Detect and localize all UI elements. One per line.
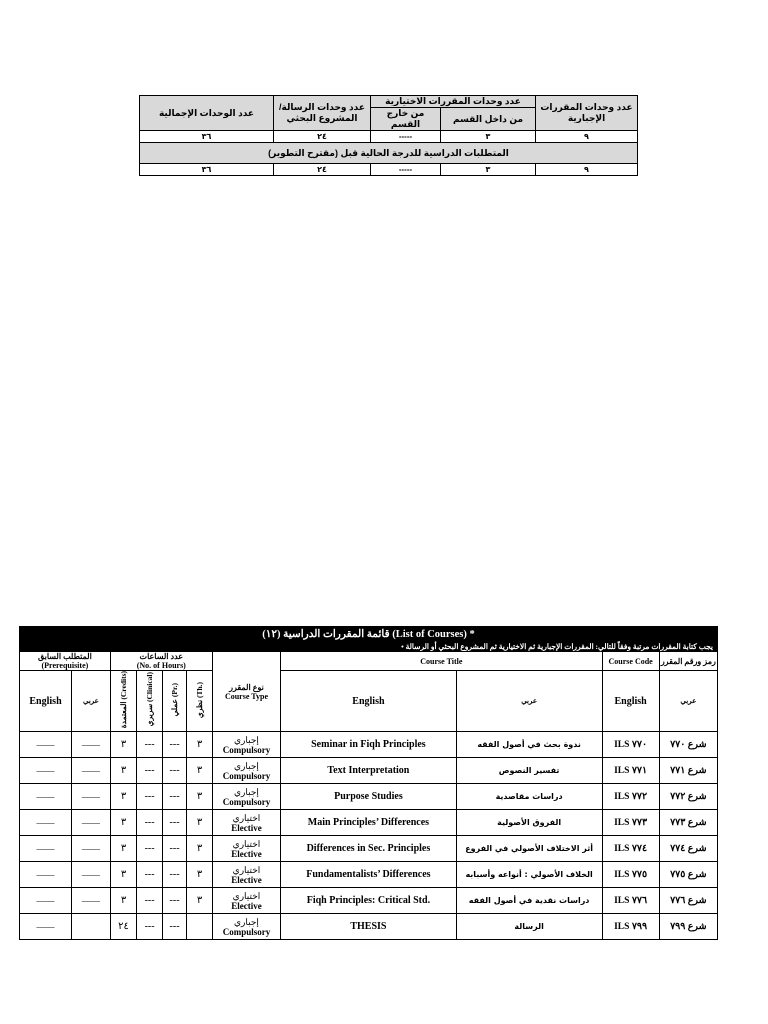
course-title-arabic: أثر الاختلاف الأصولي في الفروع bbox=[456, 836, 602, 862]
prior-outside-dept-value: ----- bbox=[371, 164, 441, 176]
course-code-arabic: شرع ٧٧١ bbox=[659, 758, 717, 784]
credits: ٣ bbox=[110, 758, 137, 784]
course-type-en: Elective bbox=[231, 874, 262, 885]
prereq-english: —— bbox=[20, 836, 72, 862]
header-code-english: English bbox=[602, 671, 659, 732]
course-title-english: THESIS bbox=[281, 914, 457, 940]
prereq-english: —— bbox=[20, 862, 72, 888]
course-title-english: Differences in Sec. Principles bbox=[281, 836, 457, 862]
units-summary-table bbox=[139, 95, 638, 176]
course-type-en: Compulsory bbox=[222, 796, 271, 807]
prior-compulsory-units-value: ٩ bbox=[536, 164, 638, 176]
header-hours-en: (No. of Hours) bbox=[136, 661, 186, 670]
course-code-arabic: شرع ٧٧٥ bbox=[659, 862, 717, 888]
clinical-hours: --- bbox=[137, 784, 163, 810]
course-title-english: Fundamentalists’ Differences bbox=[281, 862, 457, 888]
outside-dept-value: ----- bbox=[371, 131, 441, 143]
course-title-arabic: الرسالة bbox=[456, 914, 602, 940]
course-type-ar: اختياري bbox=[232, 864, 261, 875]
course-code-arabic: شرع ٧٩٩ bbox=[659, 914, 717, 940]
prereq-arabic: —— bbox=[72, 810, 111, 836]
course-code-arabic: شرع ٧٧٦ bbox=[659, 888, 717, 914]
prereq-arabic: —— bbox=[72, 732, 111, 758]
prereq-arabic: —— bbox=[72, 758, 111, 784]
course-type-en: Elective bbox=[231, 848, 262, 859]
header-course-type bbox=[212, 652, 280, 732]
prereq-arabic: —— bbox=[72, 888, 111, 914]
prereq-arabic: —— bbox=[72, 836, 111, 862]
header-title-english: English bbox=[281, 671, 457, 732]
clinical-hours: --- bbox=[137, 758, 163, 784]
clinical-hours: --- bbox=[137, 810, 163, 836]
course-type bbox=[212, 758, 280, 784]
theory-hours: ٣ bbox=[187, 758, 213, 784]
course-code-english: ILS ٧٩٩ bbox=[602, 914, 659, 940]
theory-hours: ٣ bbox=[187, 862, 213, 888]
course-type bbox=[212, 862, 280, 888]
theory-hours: ٣ bbox=[187, 888, 213, 914]
clinical-hours: --- bbox=[137, 914, 163, 940]
course-type-en: Elective bbox=[231, 822, 262, 833]
prereq-arabic: —— bbox=[72, 862, 111, 888]
clinical-hours: --- bbox=[137, 888, 163, 914]
course-code-english: ILS ٧٧٦ bbox=[602, 888, 659, 914]
header-thesis-units: عدد وحدات الرسالة/المشروع البحثي bbox=[274, 96, 371, 131]
course-title-arabic: ندوة بحث في أصول الفقه bbox=[456, 732, 602, 758]
header-practical: عملي (Pr.) bbox=[162, 671, 186, 732]
prereq-english: —— bbox=[20, 784, 72, 810]
course-title-arabic: دراسات مقاصدية bbox=[456, 784, 602, 810]
credits: ٣ bbox=[110, 836, 137, 862]
theory-hours: ٣ bbox=[187, 836, 213, 862]
course-code-english: ILS ٧٧٥ bbox=[602, 862, 659, 888]
course-title-english: Fiqh Principles: Critical Std. bbox=[281, 888, 457, 914]
course-type-en: Compulsory bbox=[222, 770, 271, 781]
course-row bbox=[20, 810, 718, 836]
prereq-english: —— bbox=[20, 888, 72, 914]
course-type-en: Compulsory bbox=[222, 744, 271, 755]
course-code-arabic: شرع ٧٧٤ bbox=[659, 836, 717, 862]
clinical-hours: --- bbox=[137, 836, 163, 862]
practical-hours: --- bbox=[162, 784, 186, 810]
course-type bbox=[212, 836, 280, 862]
header-compulsory-units: عدد وحدات المقررات الإجبارية bbox=[536, 96, 638, 131]
credits: ٣ bbox=[110, 732, 137, 758]
course-title-english: Main Principles’ Differences bbox=[281, 810, 457, 836]
inside-dept-value: ٣ bbox=[441, 131, 536, 143]
header-hours-ar: عدد الساعات bbox=[139, 652, 184, 661]
practical-hours: --- bbox=[162, 758, 186, 784]
course-type bbox=[212, 810, 280, 836]
course-code-english: ILS ٧٧٤ bbox=[602, 836, 659, 862]
course-code-english: ILS ٧٧٣ bbox=[602, 810, 659, 836]
header-inside-dept: من داخل القسم bbox=[441, 108, 536, 131]
course-code-english: ILS ٧٧٠ bbox=[602, 732, 659, 758]
header-prereq-arabic: عربي bbox=[72, 671, 111, 732]
course-type bbox=[212, 784, 280, 810]
header-outside-dept: من خارج القسم bbox=[371, 108, 441, 131]
header-course-type-ar: نوع المقرر bbox=[229, 682, 264, 692]
list-of-courses-table bbox=[19, 626, 718, 940]
course-code-arabic: شرع ٧٧٠ bbox=[659, 732, 717, 758]
course-title-english: Text Interpretation bbox=[281, 758, 457, 784]
course-row bbox=[20, 862, 718, 888]
prereq-english: —— bbox=[20, 758, 72, 784]
practical-hours: --- bbox=[162, 836, 186, 862]
course-title-arabic: تفسير النصوص bbox=[456, 758, 602, 784]
practical-hours: --- bbox=[162, 914, 186, 940]
course-code-arabic: شرع ٧٧٢ bbox=[659, 784, 717, 810]
prior-requirements-label: المتطلبات الدراسية للدرجة الحالية قبل (مقترح التطوير) bbox=[140, 143, 638, 164]
course-type-ar: اختياري bbox=[232, 838, 261, 849]
credits: ٣ bbox=[110, 888, 137, 914]
theory-hours: ٣ bbox=[187, 810, 213, 836]
course-type-ar: إجباري bbox=[234, 734, 259, 745]
thesis-units-value: ٢٤ bbox=[274, 131, 371, 143]
credits: ٣ bbox=[110, 784, 137, 810]
header-prereq-english: English bbox=[20, 671, 72, 732]
practical-hours: --- bbox=[162, 810, 186, 836]
prereq-english: —— bbox=[20, 810, 72, 836]
credits: ٢٤ bbox=[110, 914, 137, 940]
header-total-units: عدد الوحدات الإجمالية bbox=[140, 96, 274, 131]
course-title-english: Seminar in Fiqh Principles bbox=[281, 732, 457, 758]
courses-title: (١٢) قائمة المقررات الدراسية (List of Courses) * bbox=[20, 627, 718, 641]
course-row bbox=[20, 758, 718, 784]
clinical-hours: --- bbox=[137, 862, 163, 888]
prereq-english: —— bbox=[20, 732, 72, 758]
header-title-arabic: عربي bbox=[456, 671, 602, 732]
header-elective-units: عدد وحدات المقررات الاختيارية bbox=[371, 96, 536, 108]
header-course-type-en: Course Type bbox=[224, 691, 268, 701]
prereq-english: —— bbox=[20, 914, 72, 940]
course-code-english: ILS ٧٧١ bbox=[602, 758, 659, 784]
course-type-ar: إجباري bbox=[234, 916, 259, 927]
header-course-title: Course Title bbox=[281, 652, 602, 671]
course-type-ar: إجباري bbox=[234, 786, 259, 797]
header-credits: المعتمدة (Credits) bbox=[110, 671, 137, 732]
compulsory-units-value: ٩ bbox=[536, 131, 638, 143]
course-row bbox=[20, 732, 718, 758]
header-theory: نظري (Th.) bbox=[187, 671, 213, 732]
course-type-en: Elective bbox=[231, 900, 262, 911]
course-row bbox=[20, 836, 718, 862]
course-title-arabic: دراسات نقدية في أصول الفقه bbox=[456, 888, 602, 914]
header-hours bbox=[110, 652, 212, 671]
course-title-arabic: الفروق الأصولية bbox=[456, 810, 602, 836]
course-code-english: ILS ٧٧٢ bbox=[602, 784, 659, 810]
prior-inside-dept-value: ٣ bbox=[441, 164, 536, 176]
practical-hours: --- bbox=[162, 862, 186, 888]
practical-hours: --- bbox=[162, 888, 186, 914]
prereq-arabic: —— bbox=[72, 784, 111, 810]
header-code-ar: رمز ورقم المقرر bbox=[659, 652, 717, 671]
course-row bbox=[20, 914, 718, 940]
course-code-arabic: شرع ٧٧٣ bbox=[659, 810, 717, 836]
course-type bbox=[212, 732, 280, 758]
course-row bbox=[20, 888, 718, 914]
header-prerequisite bbox=[20, 652, 111, 671]
prior-thesis-units-value: ٢٤ bbox=[274, 164, 371, 176]
course-type-ar: إجباري bbox=[234, 760, 259, 771]
course-title-english: Purpose Studies bbox=[281, 784, 457, 810]
credits: ٣ bbox=[110, 810, 137, 836]
header-clinical: سريري (Clinical) bbox=[137, 671, 163, 732]
course-row bbox=[20, 784, 718, 810]
course-type bbox=[212, 888, 280, 914]
prior-total-units-value: ٣٦ bbox=[140, 164, 274, 176]
header-prerequisite-ar: المتطلب السابق bbox=[37, 652, 92, 661]
course-type-ar: اختياري bbox=[232, 890, 261, 901]
header-prerequisite-en: (Prerequisite) bbox=[41, 661, 89, 670]
header-code-arabic: عربي bbox=[659, 671, 717, 732]
practical-hours: --- bbox=[162, 732, 186, 758]
course-title-arabic: الخلاف الأصولي : أنواعه وأسبابه bbox=[456, 862, 602, 888]
credits: ٣ bbox=[110, 862, 137, 888]
header-course-code: Course Code bbox=[602, 652, 659, 671]
course-type-ar: اختياري bbox=[232, 812, 261, 823]
course-type bbox=[212, 914, 280, 940]
total-units-value: ٣٦ bbox=[140, 131, 274, 143]
theory-hours: ٣ bbox=[187, 784, 213, 810]
theory-hours: ٣ bbox=[187, 732, 213, 758]
theory-hours bbox=[187, 914, 213, 940]
course-type-en: Compulsory bbox=[222, 926, 271, 937]
prereq-arabic bbox=[72, 914, 111, 940]
ordering-note: • يجب كتابة المقررات مرتبة وفقاً للتالي: المقررات الإجبارية ثم الاختيارية ثم المشروع البحثي أو الرسالة bbox=[20, 641, 718, 652]
clinical-hours: --- bbox=[137, 732, 163, 758]
